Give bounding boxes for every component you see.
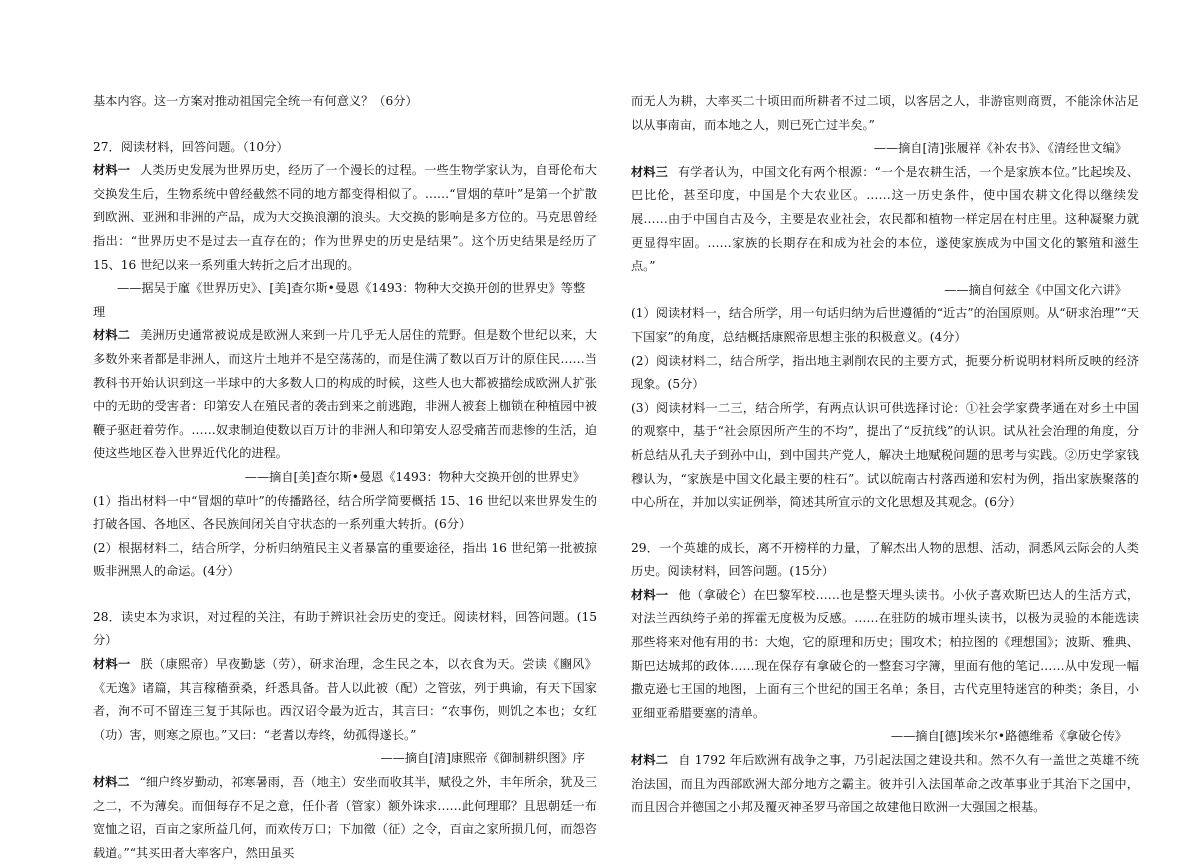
left-column bbox=[93, 90, 597, 865]
q28-material-3-text: 有学者认为，中国文化有两个根源：“一个是农耕生活，一个是家族本位。”比起埃及、巴比伦，甚至印度，中国是个大农业区。……这一历史条件，使中国农耕文化得以继续发展……由于中国自古及今，主要是农业社会，农民都和植物一样定居在村庄里。这种凝聚力就更显得牢固。……家族的长期存在和成为社会的本位，遂使家族成为中国文化的繁殖和滋生点。” bbox=[631, 164, 1139, 274]
q28-subquestion-1: (1）阅读材料一，结合所学，用一句话归纳为后世遵循的“近古”的治国原则。从“研求治理”“天下国家”的角度，总结概括康熙帝思想主张的积极意义。(4分） bbox=[631, 306, 1139, 344]
q28-material-2-source: ——摘自[清]张履祥《补农书》、《清经世文编》 bbox=[873, 141, 1127, 156]
q29-material-2-text: 自 1792 年后欧洲有战争之事，乃引起法国之建设共和。然不久有一盖世之英雄不统治法国，而且为西部欧洲大部分地方之霸主。彼并引入法国革命之改革事业于其治下之国中，而且因合并德国之小邦及覆灭神圣罗马帝国之故建他日欧洲一大强国之根基。 bbox=[631, 753, 1139, 815]
q27-material-1-source: ——据吴于廑《世界历史》、[美]查尔斯•曼恩《1493：物种大交换开创的世界史》等整理 bbox=[93, 281, 586, 319]
q27-material-1-text: 人类历史发展为世界历史，经历了一个漫长的过程。一些生物学家认为，自哥伦布大交换发生后，生物系统中曾经截然不同的地方都变得相似了。……“冒烟的草叶”是第一个扩散到欧洲、亚洲和非洲的产品，成为大交换浪潮的浪头。大交换的影响是多方位的。马克思曾经指出：“世界历史不是过去一直存在的；作为世界史的历史是结果”。这个历史结果是经历了 15、16 世纪以来一系列重大转折之后才出现的。 bbox=[93, 163, 597, 272]
q29-material-1-text: 他（拿破仑）在巴黎军校……也是整天埋头读书。小伙子喜欢斯巴达人的生活方式，对法兰西纨绔子弟的挥霍无度极为反感。……在驻防的城市埋头读书，以极为灵验的本能选读那些将来对他有用的书：大炮，它的原理和历史；围攻术；柏拉图的《理想国》；波斯、雅典、斯巴达城邦的政体……现在保存有拿破仑的一整套习字簿，里面有他的笔记……从中发现一幅撒克逊七王国的地图，上面有三个世纪的国王名单；条目，古代克里特迷宫的种类；条目，小亚细亚希腊要塞的清单。 bbox=[631, 587, 1140, 720]
question-29-head: 29．一个英雄的成长，离不开榜样的力量，了解杰出人物的思想、活动，洞悉风云际会的人类历史。阅读材料，回答问题。(15分） bbox=[631, 540, 1139, 579]
q27-material-1-label: 材料一 bbox=[93, 163, 131, 178]
right-column bbox=[631, 90, 1139, 820]
question-27-head: 27．阅读材料，回答问题。（10分） bbox=[93, 139, 289, 154]
q28-subquestion-2: (2）阅读材料二，结合所学，指出地主剥削农民的主要方式，扼要分析说明材料所反映的经济现象。(5分） bbox=[631, 353, 1139, 392]
q27-material-2-text: 美洲历史通常被说成是欧洲人来到一片几乎无人居住的荒野。但是数个世纪以来，大多数外来者都是非洲人，而这片土地并不是空荡荡的，而是住满了数以百万计的原住民……当教科书开始认识到这一半球中的大多数人口的构成的时候，这些人也大都被描绘成欧洲人扩张中的无助的受害者：印第安人在殖民者的袭击到来之前逃跑，非洲人被套上枷锁在种植园中被鞭子驱赶着劳作。……奴隶制迫使数以百万计的非洲人和印第安人忍受痛苦而悲惨的生活，迫使这些地区卷入世界近代化的进程。 bbox=[93, 328, 597, 461]
q28-subquestion-3: (3）阅读材料一二三，结合所学，有两点认识可供选择讨论：①社会学家费孝通在对乡土中国的观察中，基于“社会原因所产生的不均”，提出了“反抗线”的认识。试从社会治理的角度，分析总结从孔夫子到孙中山，到中国共产党人，解决土地赋税问题的思考与实践。②历史学家钱穆认为，“家族是中国文化最主要的柱石”。试以皖南古村落西递和宏村为例，指出家族聚落的中心所在，并加以实证例举，简述其所宣示的文化思想及其观念。(6分） bbox=[631, 400, 1139, 510]
q28-material-3 bbox=[631, 161, 1139, 279]
q27-material-2-label: 材料二 bbox=[93, 328, 131, 343]
q28-material-1-text: 朕（康熙帝）早夜勤毖（劳），研求治理，念生民之本，以衣食为天。尝读《豳风》《无逸》诸篇，其言稼穑蚕桑，纤悉具备。昔人以此被（配）之管弦，列于典谕，有天下国家者，洵不可不留连三复于其际也。西汉诏令最为近古，其言曰：“农事伤，则饥之本也；女红（功）害，则寒之原也。”又曰：“老耆以寿终，幼孤得遂长。” bbox=[93, 657, 597, 742]
q28-material-3-source: ——摘自何兹全《中国文化六讲》 bbox=[944, 282, 1127, 297]
q27-material-2-source: ——摘自[美]查尔斯•曼恩《1493：物种大交换开创的世界史》 bbox=[244, 469, 585, 484]
q28-material-2-text: “细户终岁勤动，祁寒暑雨，吾（地主）安坐而收其半，赋役之外，丰年所余，犹及三之二，不为薄矣。而佃每存不足之意，任仆者（管家）额外诛求……此何理耶？且思朝廷一布宽恤之诏，百亩之家所益几何，而欢传万口；下加徵（征）之令，百亩之家所损几何，而怨咨载道。”“其买田者大率客户，然田虽买 bbox=[93, 775, 598, 860]
q28-material-2 bbox=[93, 771, 597, 865]
question-28-head: 28．读史本为求识，对过程的关注，有助于辨识社会历史的变迁。阅读材料，回答问题。(15分） bbox=[93, 609, 597, 648]
q28-material-1-label: 材料一 bbox=[93, 657, 131, 672]
q28-material-2-label: 材料二 bbox=[93, 775, 130, 790]
q28-material-2-continued: 而无人为耕，大率买二十顷田而所耕者不过二顷，以客居之人，非游宦则商贾，不能涂休沾足以从事南亩，而本地之人，则已死亡过半矣。” bbox=[631, 94, 1139, 132]
q27-material-2 bbox=[93, 324, 597, 466]
q29-material-1 bbox=[631, 584, 1139, 726]
q27-subquestion-2: (2）根据材料二，结合所学，分析归纳殖民主义者暴富的重要途径，指出 16 世纪第一批被掠贩非洲黑人的命运。(4分） bbox=[93, 540, 597, 579]
q29-material-2 bbox=[631, 749, 1139, 820]
q29-material-1-source: ——摘自[德]埃米尔•路德维希《拿破仑传》 bbox=[890, 729, 1127, 744]
q29-material-2-label: 材料二 bbox=[631, 753, 669, 768]
q28-material-1 bbox=[93, 653, 597, 747]
q28-material-3-label: 材料三 bbox=[631, 164, 668, 179]
q27-material-1 bbox=[93, 159, 597, 277]
q28-material-1-source: ——摘自[清]康熙帝《御制耕织图》序 bbox=[380, 751, 585, 766]
q27-subquestion-1: (1）指出材料一中“冒烟的草叶”的传播路径，结合所学简要概括 15、16 世纪以来世界发生的打破各国、各地区、各民族间闭关自守状态的一系列重大转折。(6分） bbox=[93, 493, 597, 532]
question-26-tail: 基本内容。这一方案对推动祖国完全统一有何意义？（6分） bbox=[93, 94, 418, 108]
q29-material-1-label: 材料一 bbox=[631, 587, 669, 602]
